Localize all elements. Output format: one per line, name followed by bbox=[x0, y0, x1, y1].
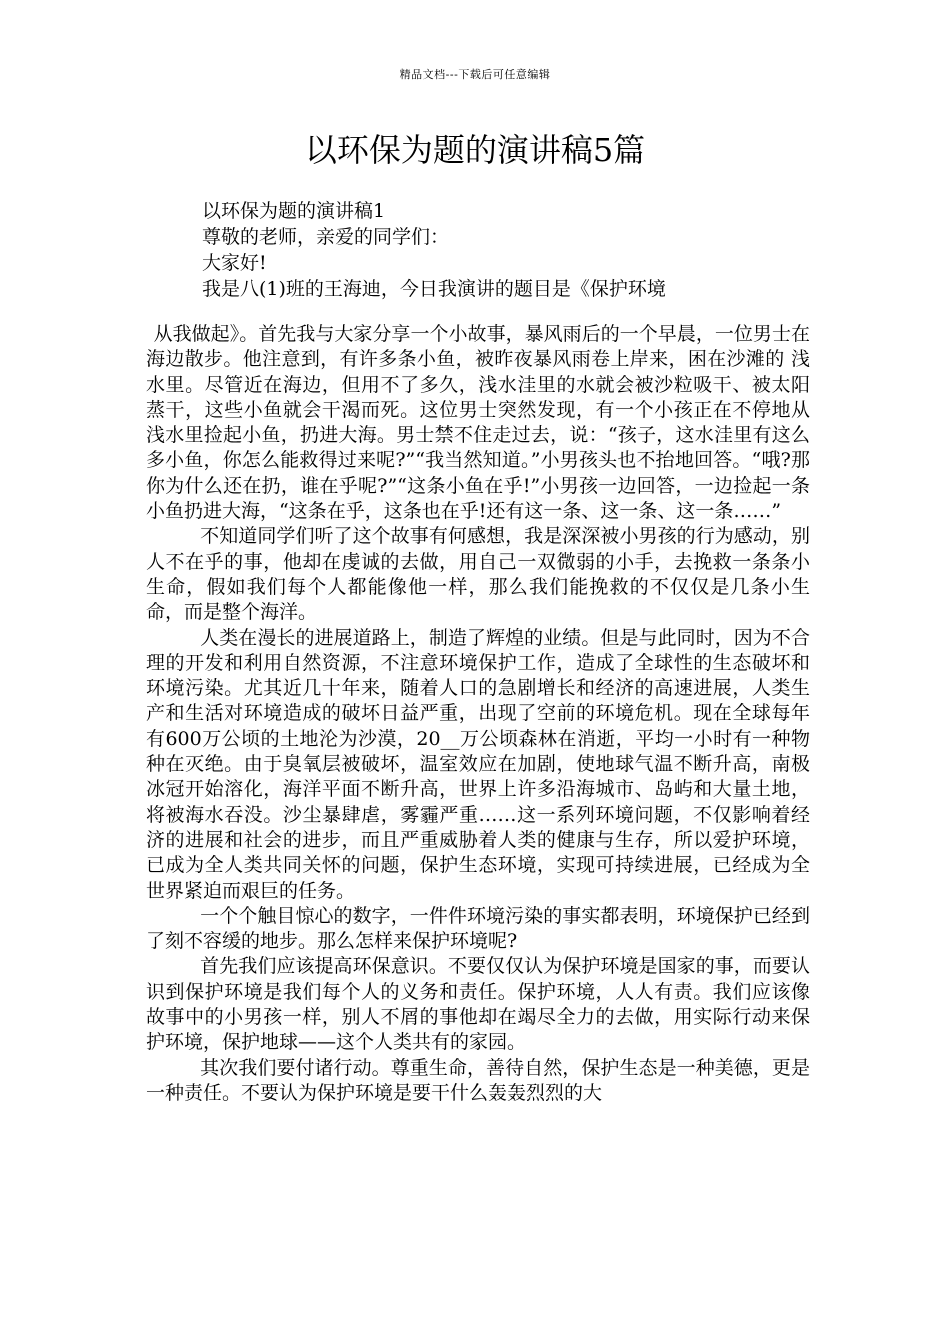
paragraph: 从我做起》。首先我与大家分享一个小故事，暴风雨后的一个早晨，一位男士在海边散步。他注意到，有许多条小鱼，被昨夜暴风雨卷上岸来，困在沙滩的 浅水里。尽管近在海边，但用不了多久，浅水洼里的水就会被沙粒吸干、被太阳蒸干，这些小鱼就会干渴而死。这位男士突然发现，有一个小孩正在不停地从浅水里捡起小鱼，扔进大海。男士禁不住走过去，说：“孩子，这水洼里有这么多小鱼，你怎么能救得过来呢?”“我当然知道。”小男孩头也不抬地回答。“哦?那你为什么还在扔，谁在乎呢?”“这条小鱼在乎!”小男孩一边回答，一边捡起一条小鱼扔进大海，“这条在乎，这条也在乎!还有这一条、这一条、这一条……” bbox=[146, 323, 810, 523]
salutation: 尊敬的老师，亲爱的同学们： bbox=[202, 226, 450, 248]
paragraph: 不知道同学们听了这个故事有何感想，我是深深被小男孩的行为感动，别人不在乎的事，他却在虔诚的去做，用自己一双微弱的小手，去挽救一条条小生命，假如我们每个人都能像他一样，那么我们能挽救的不仅仅是几条小生命，而是整个海洋。 bbox=[146, 525, 810, 624]
greeting: 大家好! bbox=[202, 252, 267, 274]
body-text bbox=[146, 322, 810, 1106]
opening-line: 我是八(1)班的王海迪，今日我演讲的题目是《保护环境 bbox=[202, 278, 666, 300]
intro-block bbox=[202, 198, 822, 302]
document-title: 以环保为题的演讲稿5篇 bbox=[304, 131, 646, 169]
speech-heading: 以环保为题的演讲稿1 bbox=[202, 200, 386, 222]
paragraph: 人类在漫长的进展道路上，制造了辉煌的业绩。但是与此同时，因为不合理的开发和利用自然资源，不注意环境保护工作，造成了全球性的生态破坏和环境污染。尤其近几十年来，随着人口的急剧增长和经济的高速进展，人类生产和生活对环境造成的破坏日益严重，出现了空前的环境危机。现在全球每年有600万公顷的土地沦为沙漠，20__万公顷森林在消逝，平均一小时有一种物种在灭绝。由于臭氧层被破坏，温室效应在加剧，使地球气温不断升高，南极冰冠开始溶化，海洋平面不断升高，世界上许多沿海城市、岛屿和大量土地，将被海水吞没。沙尘暴肆虐，雾霾严重……这一系列环境问题，不仅影响着经济的进展和社会的进步，而且严重威胁着人类的健康与生存，所以爱护环境，已成为全人类共同关怀的问题，保护生态环境，实现可持续进展，已经成为全世界紧迫而艰巨的任务。 bbox=[146, 626, 810, 902]
paragraph: 一个个触目惊心的数字，一件件环境污染的事实都表明，环境保护已经到了刻不容缓的地步。那么怎样来保护环境呢? bbox=[146, 904, 810, 953]
paragraph: 首先我们应该提高环保意识。不要仅仅认为保护环境是国家的事，而要认识到保护环境是我们每个人的义务和责任。保护环境，人人有责。我们应该像故事中的小男孩一样，别人不屑的事他却在竭尽全力的去做，用实际行动来保护环境，保护地球——这个人类共有的家园。 bbox=[146, 955, 810, 1054]
header-note: 精品文档---下载后可任意编辑 bbox=[399, 68, 551, 81]
paragraph: 其次我们要付诸行动。尊重生命，善待自然，保护生态是一种美德，更是一种责任。不要认为保护环境是要干什么轰轰烈烈的大 bbox=[146, 1056, 810, 1104]
